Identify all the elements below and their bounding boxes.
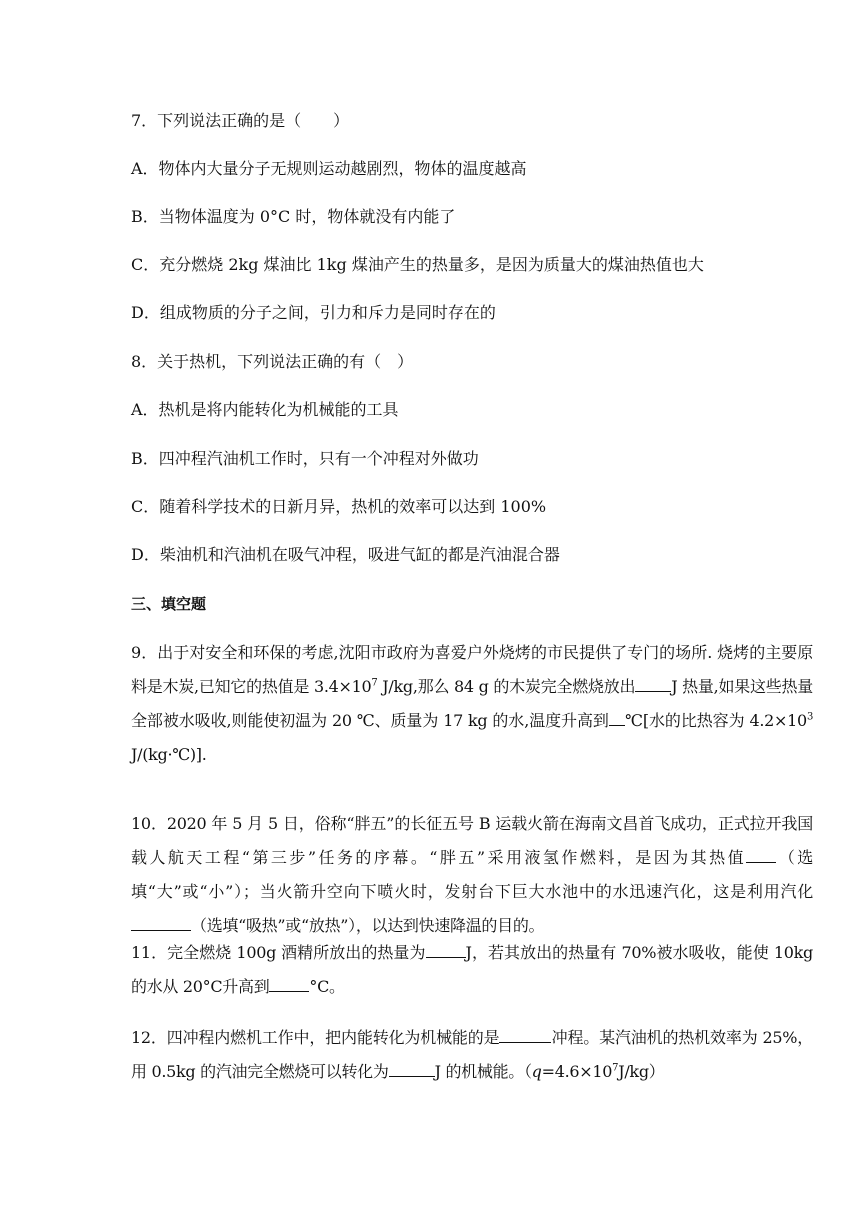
q9-exponent-2: 3: [806, 711, 813, 723]
q11-text-3: °C。: [309, 977, 345, 996]
q12-blank-2: [389, 1060, 435, 1077]
q9-blank-1: [635, 675, 671, 692]
q10-text-2: （选填“大”或“小”）；当火箭升空向下喷火时，发射台下巨大水池中的水迅速汽化，这是利用汽化: [131, 848, 813, 901]
q9-paragraph: [131, 636, 813, 772]
q11-blank-1: [426, 941, 466, 958]
q8-stem: 8．关于热机，下列说法正确的有（ ）: [131, 352, 414, 371]
q12-variable-q: q: [531, 1062, 542, 1081]
q9-text-2: J/kg,那么 84 g 的木炭完全燃烧放出: [377, 677, 636, 696]
q9-blank-2: [609, 709, 625, 726]
q9-text-1: 9．出于对安全和环保的考虑,沈阳市政府为喜爱户外烧烤的市民提供了专门的场所. 烧烤的主要原料是木炭,已知它的热值是 3.4×10: [131, 643, 813, 696]
q7-option-b: B．当物体温度为 0°C 时，物体就没有内能了: [131, 207, 456, 226]
q10-paragraph: [131, 807, 813, 943]
q10-blank-1: [746, 846, 776, 863]
q10-text-3: （选填“吸热”或“放热”），以达到快速降温的目的。: [191, 916, 545, 935]
q11-text-1: 11．完全燃烧 100g 酒精所放出的热量为: [131, 943, 426, 962]
q12-text-4: =4.6×10: [541, 1062, 613, 1081]
q12-text-3: J 的机械能。（: [434, 1062, 532, 1081]
q7-option-c: C．充分燃烧 2kg 煤油比 1kg 煤油产生的热量多，是因为质量大的煤油热值也大: [131, 255, 704, 274]
q11-blank-2: [269, 975, 309, 992]
q11-paragraph: [131, 936, 813, 1004]
q12-exponent: 7: [612, 1062, 619, 1074]
q10-text-1: 10．2020 年 5 月 5 日，俗称“胖五”的长征五号 B 运载火箭在海南文昌首飞成功，正式拉开我国载人航天工程“第三步”任务的序幕。“胖五”采用液氢作燃料，是因为其热值: [131, 814, 813, 867]
q12-paragraph: [131, 1021, 813, 1089]
q9-text-5: J/(kg·℃)].: [131, 745, 207, 764]
q8-option-a: A．热机是将内能转化为机械能的工具: [131, 400, 399, 419]
q9-exponent-1: 7: [371, 677, 378, 689]
q9-text-3: J 热量,如果这些热量全部被水吸收,则能使初温为 20 ℃、质量为 17 kg 的水,温度升高到: [131, 677, 813, 730]
q7-stem: 7．下列说法正确的是（ ）: [131, 111, 350, 130]
q10-blank-2: [131, 914, 191, 931]
section-heading-fill-in: 三、填空题: [131, 595, 207, 613]
q12-text-2: 冲程。某汽油机的热机效率为 25%，用 0.5kg 的汽油完全燃烧可以转化为: [131, 1028, 813, 1081]
q7-option-d: D．组成物质的分子之间，引力和斥力是同时存在的: [131, 303, 496, 322]
q8-option-b: B．四冲程汽油机工作时，只有一个冲程对外做功: [131, 449, 479, 468]
q12-text-5: J/kg）: [618, 1062, 665, 1081]
q12-blank-1: [499, 1026, 551, 1043]
q11-text-2: J，若其放出的热量有 70%被水吸收，能使 10kg 的水从 20°C升高到: [131, 943, 813, 996]
q7-option-a: A．物体内大量分子无规则运动越剧烈，物体的温度越高: [131, 159, 527, 178]
q12-text-1: 12．四冲程内燃机工作中，把内能转化为机械能的是: [131, 1028, 500, 1047]
q8-option-d: D．柴油机和汽油机在吸气冲程，吸进气缸的都是汽油混合器: [131, 545, 560, 564]
q9-text-4: ℃[水的比热容为 4.2×10: [624, 711, 807, 730]
q8-option-c: C．随着科学技术的日新月异，热机的效率可以达到 100%: [131, 497, 547, 516]
